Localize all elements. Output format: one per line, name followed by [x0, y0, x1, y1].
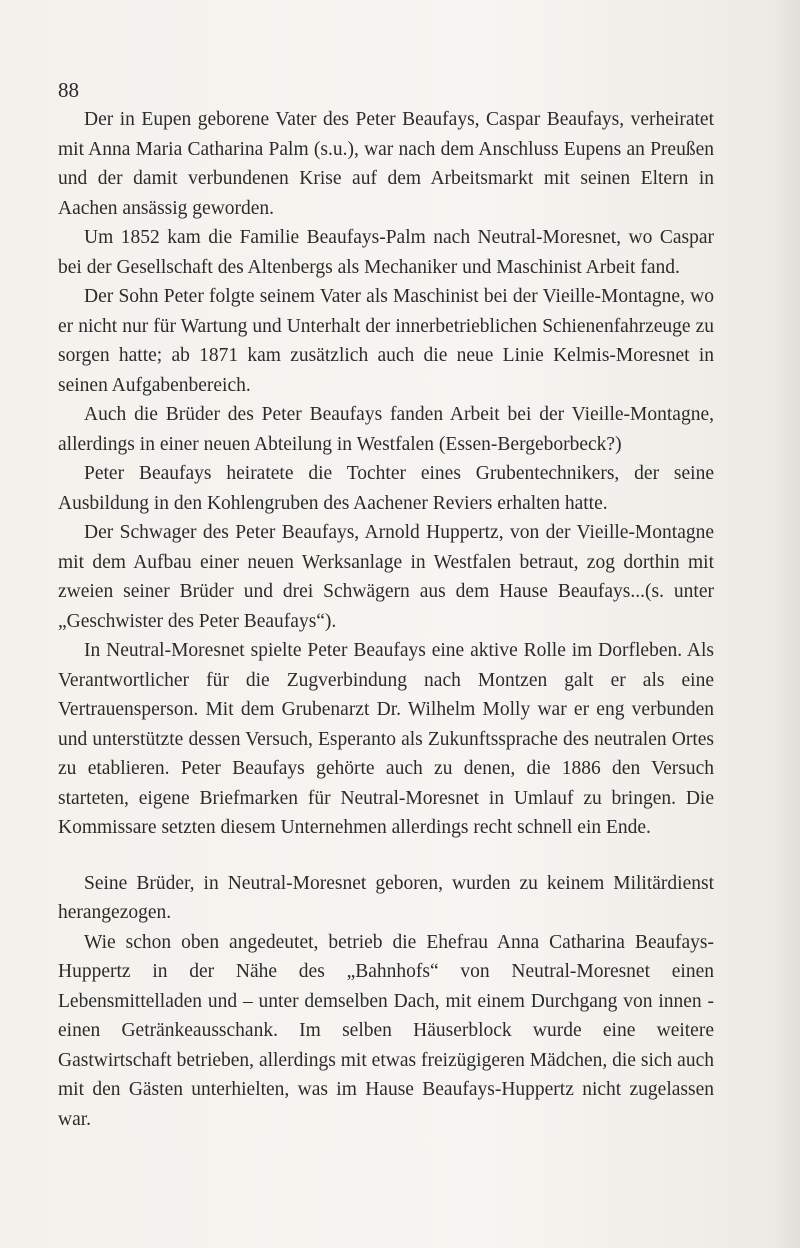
paragraph-4: Auch die Brüder des Peter Beaufays fanden Arbeit bei der Vieille-Montagne, allerdings in einer neuen Abteilung in Westfalen (Essen-Bergeborbeck?)	[58, 404, 714, 455]
paragraph-3: Der Sohn Peter folgte seinem Vater als Maschinist bei der Vieille-Montagne, wo er nicht nur für Wartung und Unterhalt der innerbetrieblichen Schienenfahrzeuge zu sorgen hatte; ab 1871 kam zusätzlich auch die neue Linie Kelmis-Moresnet in seinen Aufgabenbereich.	[58, 286, 714, 396]
body-text	[58, 105, 714, 1134]
paragraph-spacer	[58, 843, 714, 869]
paragraph-1: Der in Eupen geborene Vater des Peter Beaufays, Caspar Beaufays, verheiratet mit Anna Maria Catharina Palm (s.u.), war nach dem Anschluss Eupens an Preußen und der damit verbundenen Krise auf dem Arbeitsmarkt mit seinen Eltern in Aachen ansässig geworden.	[58, 109, 714, 219]
paragraph-6: Der Schwager des Peter Beaufays, Arnold Huppertz, von der Vieille-Montagne mit dem Aufbau einer neuen Werksanlage in Westfalen betraut, zog dorthin mit zweien seiner Brüder und drei Schwägern aus dem Hause Beaufays...(s. unter „Geschwister des Peter Beaufays“).	[58, 522, 714, 632]
paragraph-8: Seine Brüder, in Neutral-Moresnet geboren, wurden zu keinem Militärdienst herangezogen.	[58, 872, 714, 923]
paragraph-9: Wie schon oben angedeutet, betrieb die Ehefrau Anna Catharina Beaufays-Huppertz in der Nähe des „Bahnhofs“ von Neutral-Moresnet einen Lebensmittelladen und – unter demselben Dach, mit einem Durchgang von innen - einen Getränkeausschank. Im selben Häuserblock wurde eine weitere Gastwirtschaft betrieben, allerdings mit etwas freizügigeren Mädchen, die sich auch mit den Gästen unterhielten, was im Hause Beaufays-Huppertz nicht zugelassen war.	[58, 931, 714, 1130]
paragraph-5: Peter Beaufays heiratete die Tochter eines Grubentechnikers, der seine Ausbildung in den Kohlengruben des Aachener Reviers erhalten hatte.	[58, 463, 714, 514]
paragraph-7: In Neutral-Moresnet spielte Peter Beaufays eine aktive Rolle im Dorfleben. Als Verantwortlicher für die Zugverbindung nach Montzen galt er als eine Vertrauensperson. Mit dem Grubenarzt Dr. Wilhelm Molly war er eng verbunden und unterstützte dessen Versuch, Esperanto als Zukunftssprache des neutralen Ortes zu etablieren. Peter Beaufays gehörte auch zu denen, die 1886 den Versuch starteten, eigene Briefmarken für Neutral-Moresnet in Umlauf zu bringen. Die Kommissare setzten diesem Unternehmen allerdings recht schnell ein Ende.	[58, 640, 714, 838]
page-edge-shadow	[772, 0, 800, 1248]
paragraph-2: Um 1852 kam die Familie Beaufays-Palm nach Neutral-Moresnet, wo Caspar bei der Gesellschaft des Altenbergs als Mechaniker und Maschinist Arbeit fand.	[58, 227, 714, 278]
page-number: 88	[58, 78, 79, 102]
